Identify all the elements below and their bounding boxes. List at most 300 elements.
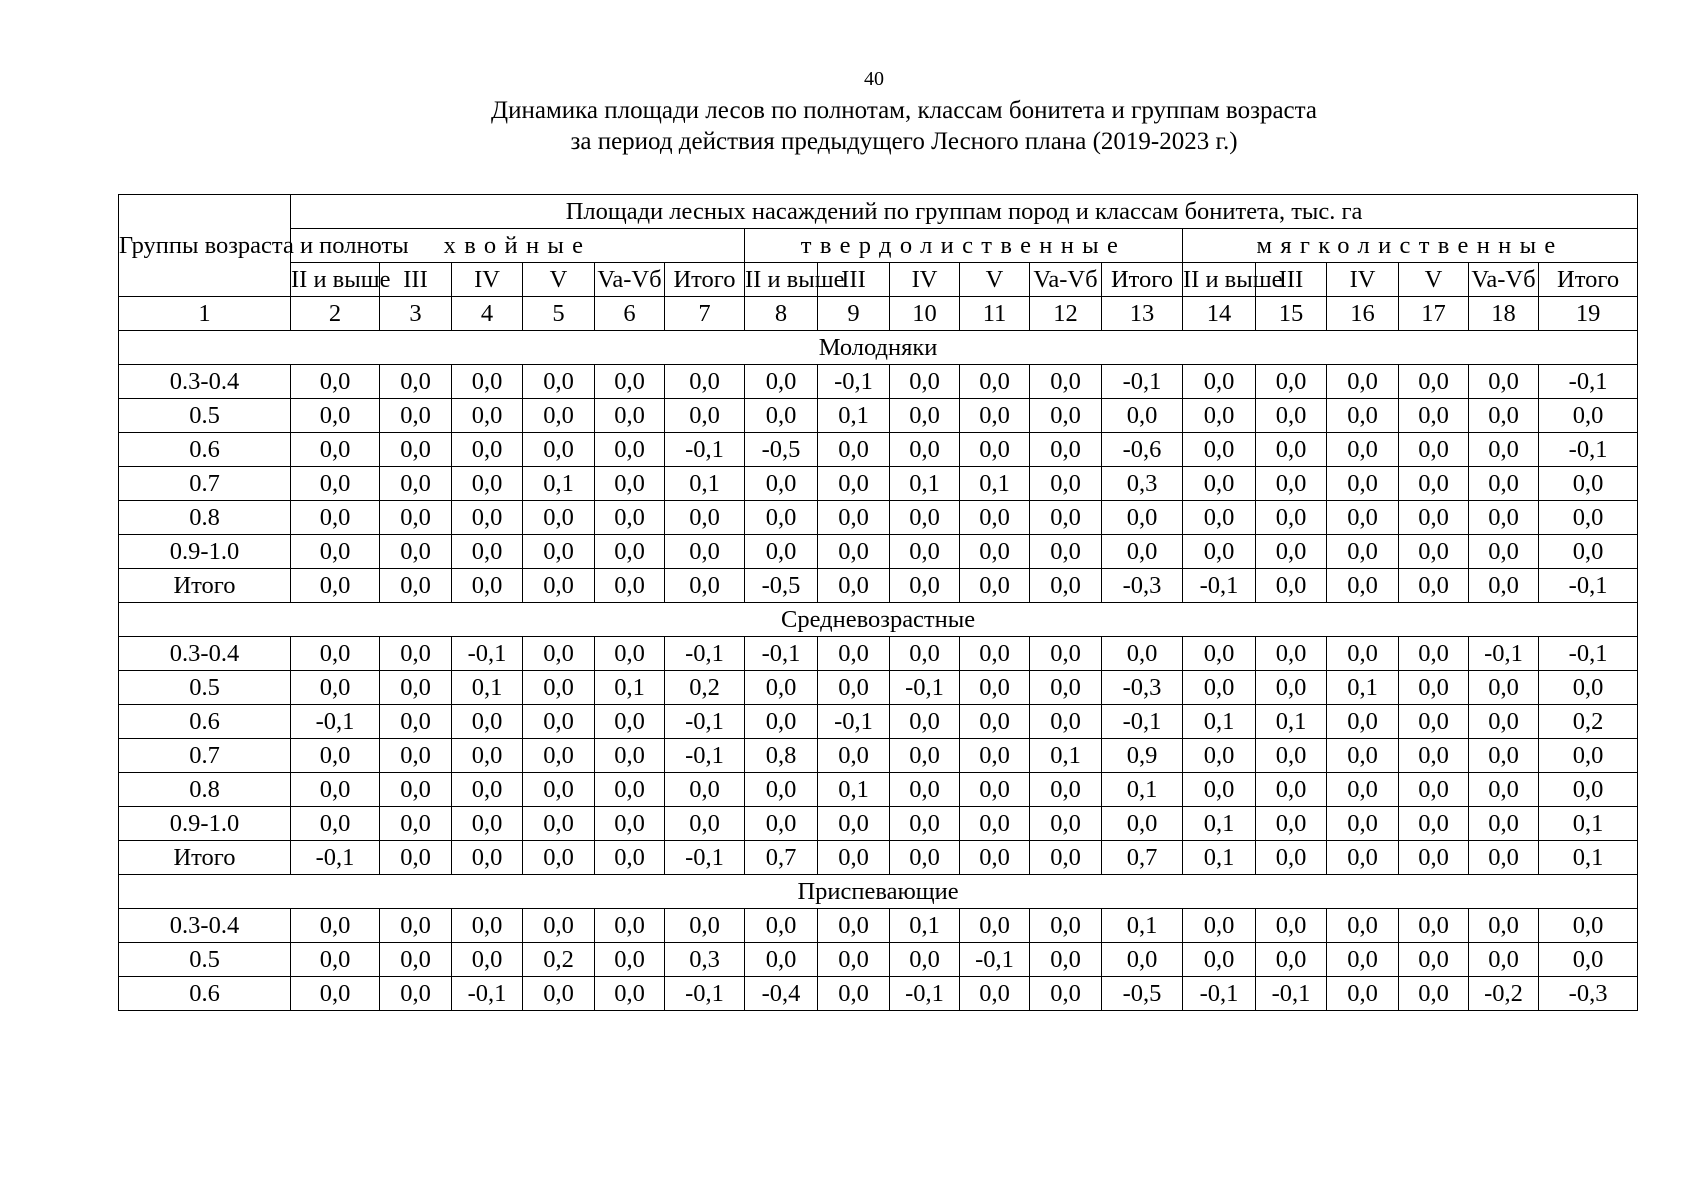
table-cell: 0,0 (1539, 739, 1638, 773)
table-cell: 0,0 (595, 501, 665, 535)
column-number: 12 (1030, 297, 1102, 331)
table-cell: 0,0 (1183, 399, 1256, 433)
table-row (119, 433, 1638, 467)
section-title: Молодняки (119, 331, 1638, 365)
table-cell: 0,0 (595, 637, 665, 671)
table-cell: 0,0 (291, 671, 380, 705)
document-title (0, 95, 1697, 157)
table-cell: 0,0 (818, 739, 890, 773)
table-cell: 0,0 (960, 841, 1030, 875)
table-cell: 0,0 (665, 535, 745, 569)
class-header: Итого (1102, 263, 1183, 297)
table-cell: 0,0 (1030, 467, 1102, 501)
table-cell: 0,0 (1256, 671, 1327, 705)
table-cell: 0,0 (380, 841, 452, 875)
table-cell: -0,1 (818, 705, 890, 739)
table-cell: 0,0 (1327, 739, 1399, 773)
table-cell: 0,0 (452, 569, 523, 603)
table-cell: 0,0 (452, 501, 523, 535)
table-cell: 0,0 (960, 705, 1030, 739)
table-cell: 0,0 (1469, 909, 1539, 943)
table-cell: 0,0 (1327, 467, 1399, 501)
table-cell: 0,0 (1539, 773, 1638, 807)
table-cell: 0,0 (1256, 433, 1327, 467)
row-label: 0.5 (119, 943, 291, 977)
table-cell: 0,0 (818, 943, 890, 977)
table-cell: 0,0 (1399, 433, 1469, 467)
table-cell: 0,0 (452, 365, 523, 399)
column-number: 6 (595, 297, 665, 331)
table-cell: 0,0 (595, 535, 665, 569)
table-cell: 0,0 (1030, 705, 1102, 739)
table-cell: 0,0 (1469, 501, 1539, 535)
table-cell: 0,0 (665, 399, 745, 433)
class-header: II и выше (291, 263, 380, 297)
table-cell: 0,0 (960, 909, 1030, 943)
table-cell: 0,0 (1469, 705, 1539, 739)
table-cell: -0,1 (1183, 977, 1256, 1011)
table-cell: -0,1 (1183, 569, 1256, 603)
table-cell: -0,1 (890, 977, 960, 1011)
column-number: 1 (119, 297, 291, 331)
table-cell: 0,0 (291, 943, 380, 977)
table-cell: 0,0 (452, 467, 523, 501)
class-header: V (523, 263, 595, 297)
table-cell: -0,2 (1469, 977, 1539, 1011)
table-cell: 0,1 (1183, 807, 1256, 841)
table-cell: -0,1 (1539, 637, 1638, 671)
table-cell: -0,3 (1102, 569, 1183, 603)
table-cell: -0,1 (1102, 365, 1183, 399)
table-cell: 0,0 (452, 909, 523, 943)
table-cell: 0,0 (523, 399, 595, 433)
table-cell: 0,0 (1256, 535, 1327, 569)
table-cell: 0,0 (1102, 535, 1183, 569)
table-cell: 0,1 (1539, 807, 1638, 841)
table-cell: 0,0 (380, 671, 452, 705)
table-cell: -0,1 (818, 365, 890, 399)
table-cell: 0,0 (1399, 399, 1469, 433)
table-cell: 0,0 (1469, 433, 1539, 467)
table-cell: 0,0 (818, 909, 890, 943)
row-label: 0.8 (119, 501, 291, 535)
table-cell: 0,0 (1030, 501, 1102, 535)
table-row (119, 807, 1638, 841)
table-cell: 0,0 (1327, 807, 1399, 841)
table-cell: 0,0 (1183, 433, 1256, 467)
table-cell: 0,0 (1539, 943, 1638, 977)
table-cell: 0,0 (1256, 773, 1327, 807)
table-cell: 0,0 (380, 365, 452, 399)
table-cell: 0,0 (291, 909, 380, 943)
table-cell: 0,0 (1399, 943, 1469, 977)
table-cell: 0,1 (1539, 841, 1638, 875)
table-cell: 0,0 (890, 399, 960, 433)
table-cell: 0,0 (1399, 671, 1469, 705)
table-cell: 0,0 (818, 637, 890, 671)
table-cell: 0,1 (665, 467, 745, 501)
class-header: III (1256, 263, 1327, 297)
class-header: III (380, 263, 452, 297)
table-cell: 0,0 (1102, 399, 1183, 433)
table-cell: 0,0 (380, 807, 452, 841)
table-cell: 0,0 (523, 569, 595, 603)
column-number: 17 (1399, 297, 1469, 331)
table-cell: 0,0 (380, 467, 452, 501)
table-cell: 0,0 (890, 501, 960, 535)
column-number: 16 (1327, 297, 1399, 331)
row-label: 0.6 (119, 705, 291, 739)
class-header: III (818, 263, 890, 297)
table-cell: 0,0 (380, 705, 452, 739)
table-cell: 0,0 (1539, 399, 1638, 433)
column-number: 13 (1102, 297, 1183, 331)
table-cell: 0,0 (960, 739, 1030, 773)
table-cell: -0,5 (745, 433, 818, 467)
table-cell: 0,0 (665, 569, 745, 603)
table-cell: -0,6 (1102, 433, 1183, 467)
table-cell: 0,0 (380, 739, 452, 773)
table-cell: 0,0 (1469, 569, 1539, 603)
table-cell: 0,0 (960, 365, 1030, 399)
table-cell: 0,0 (1327, 637, 1399, 671)
table-cell: 0,0 (291, 365, 380, 399)
table-cell: 0,0 (595, 399, 665, 433)
table-cell: 0,0 (1030, 671, 1102, 705)
table-row (119, 739, 1638, 773)
table-cell: 0,0 (960, 501, 1030, 535)
table-cell: 0,1 (890, 467, 960, 501)
row-label: 0.3-0.4 (119, 365, 291, 399)
table-cell: 0,0 (291, 977, 380, 1011)
table-cell: 0,0 (1399, 501, 1469, 535)
table-cell: 0,0 (960, 773, 1030, 807)
table-cell: 0,0 (523, 671, 595, 705)
group-header-hardwood: твердолиственные (745, 229, 1183, 263)
table-cell: 0,0 (745, 943, 818, 977)
table-cell: 0,0 (291, 773, 380, 807)
table-cell: 0,0 (1327, 841, 1399, 875)
table-cell: 0,0 (523, 977, 595, 1011)
table-cell: 0,0 (1030, 943, 1102, 977)
table-row (119, 841, 1638, 875)
table-cell: 0,0 (1327, 943, 1399, 977)
table-cell: 0,0 (380, 399, 452, 433)
table-cell: 0,1 (452, 671, 523, 705)
table-cell: 0,0 (745, 909, 818, 943)
title-line-2: за период действия предыдущего Лесного плана (2019-2023 г.) (570, 128, 1238, 155)
table-cell: -0,1 (665, 977, 745, 1011)
table-cell: -0,1 (1102, 705, 1183, 739)
row-label: 0.6 (119, 433, 291, 467)
table-cell: 0,0 (1183, 773, 1256, 807)
table-cell: 0,0 (890, 841, 960, 875)
group-header-conifers: хвойные (291, 229, 745, 263)
table-cell: 0,0 (1030, 909, 1102, 943)
table-row (119, 637, 1638, 671)
table-cell: 0,0 (745, 501, 818, 535)
table-cell: -0,1 (452, 977, 523, 1011)
table-cell: 0,0 (665, 773, 745, 807)
table-cell: 0,0 (1539, 467, 1638, 501)
table-cell: 0,0 (818, 501, 890, 535)
table-cell: 0,0 (380, 943, 452, 977)
table-cell: 0,0 (960, 637, 1030, 671)
column-number: 5 (523, 297, 595, 331)
table-cell: 0,1 (960, 467, 1030, 501)
table-cell: -0,1 (1539, 433, 1638, 467)
table-body (119, 331, 1638, 1011)
table-cell: -0,5 (745, 569, 818, 603)
row-label: 0.9-1.0 (119, 807, 291, 841)
table-cell: 0,0 (1030, 841, 1102, 875)
table-cell: 0,0 (452, 807, 523, 841)
table-cell: 0,0 (745, 773, 818, 807)
row-label: Итого (119, 569, 291, 603)
table-cell: 0,0 (1256, 909, 1327, 943)
table-cell: 0,0 (818, 977, 890, 1011)
table-cell: 0,0 (1469, 807, 1539, 841)
table-cell: 0,0 (380, 773, 452, 807)
table-cell: 0,0 (523, 909, 595, 943)
main-header: Площади лесных насаждений по группам пород и классам бонитета, тыс. га (291, 195, 1638, 229)
table-cell: 0,0 (1183, 535, 1256, 569)
table-cell: 0,0 (960, 977, 1030, 1011)
table-row (119, 773, 1638, 807)
row-label: 0.5 (119, 399, 291, 433)
table-cell: 0,0 (1399, 637, 1469, 671)
table-cell: 0,0 (380, 569, 452, 603)
table-cell: 0,0 (1183, 501, 1256, 535)
table-cell: 0,0 (1469, 365, 1539, 399)
column-number: 14 (1183, 297, 1256, 331)
row-label: 0.8 (119, 773, 291, 807)
table-row (119, 977, 1638, 1011)
table-cell: 0,0 (1399, 807, 1469, 841)
table-cell: 0,0 (291, 501, 380, 535)
table-cell: 0,0 (291, 569, 380, 603)
table-cell: 0,0 (1183, 467, 1256, 501)
table-cell: 0,0 (1539, 909, 1638, 943)
table-cell: 0,0 (1256, 569, 1327, 603)
row-label: 0.3-0.4 (119, 637, 291, 671)
table-cell: 0,0 (1102, 501, 1183, 535)
table-cell: 0,0 (818, 671, 890, 705)
table-cell: 0,0 (960, 671, 1030, 705)
table-cell: 0,0 (1399, 909, 1469, 943)
table-cell: 0,0 (1469, 671, 1539, 705)
column-number: 8 (745, 297, 818, 331)
table-cell: 0,0 (595, 365, 665, 399)
table-cell: 0,0 (1327, 399, 1399, 433)
table-cell: 0,0 (595, 977, 665, 1011)
table-cell: 0,0 (1183, 637, 1256, 671)
table-cell: 0,0 (890, 943, 960, 977)
table-cell: 0,7 (1102, 841, 1183, 875)
table-cell: 0,0 (1539, 501, 1638, 535)
table-row (119, 569, 1638, 603)
row-label: 0.5 (119, 671, 291, 705)
table-cell: 0,1 (818, 773, 890, 807)
table-cell: 0,0 (1327, 433, 1399, 467)
row-label: 0.7 (119, 467, 291, 501)
table-cell: -0,1 (452, 637, 523, 671)
table-cell: 0,0 (1327, 977, 1399, 1011)
table-cell: 0,0 (1469, 467, 1539, 501)
section-title: Приспевающие (119, 875, 1638, 909)
table-cell: 0,0 (665, 501, 745, 535)
table-cell: 0,1 (1102, 773, 1183, 807)
table-cell: 0,0 (960, 433, 1030, 467)
table-cell: -0,1 (745, 637, 818, 671)
section-row (119, 331, 1638, 365)
table-cell: -0,1 (1256, 977, 1327, 1011)
table-cell: 0,0 (452, 433, 523, 467)
row-label: 0.3-0.4 (119, 909, 291, 943)
table-cell: 0,0 (523, 841, 595, 875)
class-header: IV (890, 263, 960, 297)
column-number: 4 (452, 297, 523, 331)
table-cell: 0,1 (1327, 671, 1399, 705)
table-cell: 0,0 (1399, 841, 1469, 875)
table-cell: 0,0 (1256, 365, 1327, 399)
column-number: 11 (960, 297, 1030, 331)
table-cell: 0,0 (380, 909, 452, 943)
table-cell: 0,0 (523, 535, 595, 569)
table-cell: 0,0 (452, 705, 523, 739)
table-header (119, 195, 1638, 331)
class-header: V (960, 263, 1030, 297)
table-cell: 0,0 (1469, 943, 1539, 977)
table-row (119, 535, 1638, 569)
table-cell: 0,0 (523, 739, 595, 773)
table-cell: 0,2 (523, 943, 595, 977)
forest-area-table (118, 194, 1638, 1011)
table-cell: 0,1 (595, 671, 665, 705)
table-cell: 0,0 (1102, 943, 1183, 977)
table-cell: 0,0 (890, 535, 960, 569)
table-cell: 0,0 (380, 433, 452, 467)
table-cell: 0,0 (890, 807, 960, 841)
table-cell: 0,0 (890, 365, 960, 399)
table-cell: -0,1 (1539, 569, 1638, 603)
table-cell: -0,1 (665, 841, 745, 875)
table-cell: 0,0 (1399, 535, 1469, 569)
table-cell: -0,1 (291, 705, 380, 739)
table-cell: 0,0 (452, 841, 523, 875)
table-cell: 0,0 (291, 739, 380, 773)
table-cell: 0,0 (818, 807, 890, 841)
table-cell: 0,0 (1030, 365, 1102, 399)
table-cell: 0,0 (1327, 535, 1399, 569)
column-number: 9 (818, 297, 890, 331)
table-row (119, 501, 1638, 535)
table-cell: 0,0 (745, 399, 818, 433)
table-cell: 0,1 (1183, 841, 1256, 875)
table-cell: 0,0 (1399, 365, 1469, 399)
table-cell: 0,0 (523, 705, 595, 739)
table-cell: 0,0 (1539, 535, 1638, 569)
table-cell: 0,0 (665, 365, 745, 399)
table-cell: 0,0 (1256, 399, 1327, 433)
class-header: Va-Vб (1469, 263, 1539, 297)
table-cell: 0,1 (1102, 909, 1183, 943)
table-row (119, 705, 1638, 739)
table-cell: 0,0 (1399, 705, 1469, 739)
table-cell: 0,0 (1469, 399, 1539, 433)
table-cell: 0,0 (890, 637, 960, 671)
table-cell: 0,0 (1469, 535, 1539, 569)
table-cell: 0,0 (665, 807, 745, 841)
table-cell: 0,0 (745, 705, 818, 739)
table-cell: 0,0 (1030, 977, 1102, 1011)
section-row (119, 875, 1638, 909)
table-cell: 0,0 (665, 909, 745, 943)
table-cell: 0,0 (523, 501, 595, 535)
table-cell: 0,0 (1327, 773, 1399, 807)
table-cell: 0,0 (1327, 569, 1399, 603)
table-cell: 0,0 (1030, 773, 1102, 807)
table-cell: 0,0 (452, 943, 523, 977)
table-cell: 0,0 (1030, 807, 1102, 841)
table-cell: 0,0 (890, 773, 960, 807)
row-label: Итого (119, 841, 291, 875)
table-cell: 0,0 (595, 569, 665, 603)
table-cell: 0,0 (960, 569, 1030, 603)
table-cell: 0,0 (291, 637, 380, 671)
class-header: Итого (665, 263, 745, 297)
table-cell: 0,0 (595, 739, 665, 773)
table-cell: 0,0 (818, 841, 890, 875)
table-cell: 0,0 (291, 467, 380, 501)
table-cell: 0,0 (1183, 671, 1256, 705)
table-cell: 0,0 (890, 705, 960, 739)
table-cell: 0,8 (745, 739, 818, 773)
table-cell: 0,0 (818, 467, 890, 501)
table-cell: 0,0 (745, 671, 818, 705)
table-cell: 0,0 (595, 705, 665, 739)
table-cell: 0,1 (1183, 705, 1256, 739)
table-cell: 0,0 (818, 535, 890, 569)
table-cell: 0,0 (1399, 739, 1469, 773)
table-row (119, 943, 1638, 977)
table-cell: 0,0 (1399, 977, 1469, 1011)
table-cell: 0,0 (1256, 467, 1327, 501)
table-cell: 0,7 (745, 841, 818, 875)
table-cell: -0,3 (1539, 977, 1638, 1011)
table-cell: 0,0 (523, 807, 595, 841)
class-header: IV (1327, 263, 1399, 297)
table-cell: 0,0 (1399, 467, 1469, 501)
table-cell: 0,1 (890, 909, 960, 943)
table-cell: -0,1 (291, 841, 380, 875)
corner-header: Группы возраста и полноты (119, 195, 291, 297)
column-number: 10 (890, 297, 960, 331)
table-row (119, 467, 1638, 501)
table-cell: 0,0 (523, 433, 595, 467)
table-cell: 0,0 (1183, 739, 1256, 773)
table-cell: -0,1 (665, 739, 745, 773)
table-cell: -0,5 (1102, 977, 1183, 1011)
table-cell: -0,1 (665, 705, 745, 739)
table-cell: 0,0 (818, 433, 890, 467)
table-cell: 0,0 (1030, 399, 1102, 433)
class-header: II и выше (1183, 263, 1256, 297)
group-header-softwood: мягколиственные (1183, 229, 1638, 263)
table-cell: 0,0 (1399, 569, 1469, 603)
table-cell: 0,0 (890, 739, 960, 773)
table-cell: 0,0 (1102, 637, 1183, 671)
